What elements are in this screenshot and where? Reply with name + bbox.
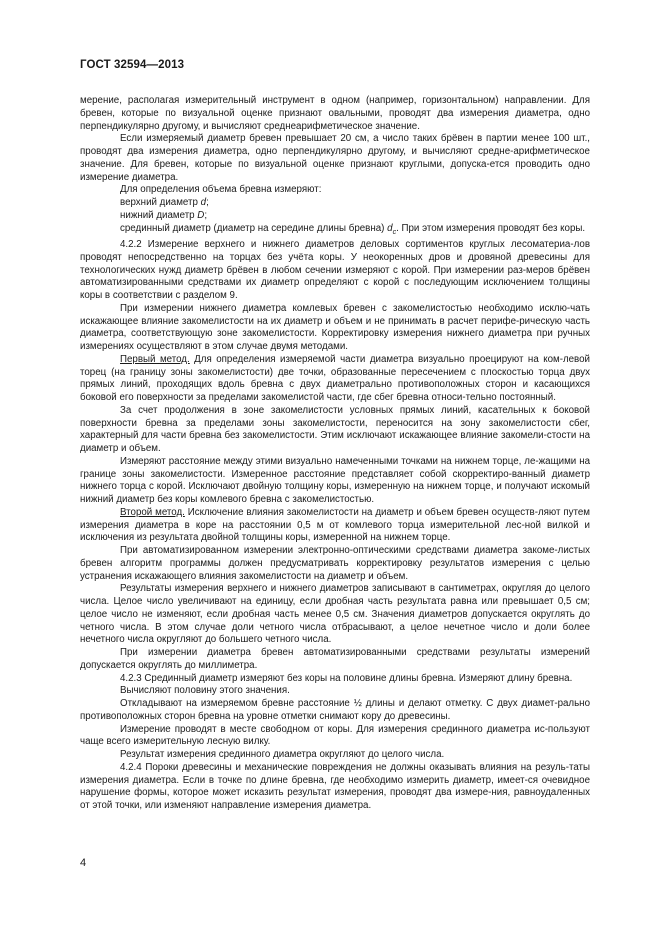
paragraph-21: 4.2.4 Пороки древесины и механические повреждения не должны оказывать влияния на резуль-таты измерения диаметра. Если в точке по длине бревна, где необходимо измерить диаметр, имеет-ся очевидное нарушение формы, которое может исказить результат измерения, проводят два измере-ния, равноудаленных от этой точки, или изменяют направление измерения диаметра. [80, 761, 590, 812]
var-D: D [197, 209, 205, 221]
paragraph-19: Измерение проводят в месте свободном от коры. Для измерения срединного диаметра ис-пользуют чаще всего измерительную лесную вилку. [80, 723, 590, 748]
method-1-label: Первый метод. [120, 353, 190, 365]
paragraph-13: При автоматизированном измерении электронно-оптическими средствами диаметра закоме-листых бревен алгоритм программы должен предусматривать корректировку результатов измерения с целью устранения искажающего влияния закомелистости на диаметр и объем. [80, 545, 590, 582]
paragraph-6: срединный диаметр (диаметр на середине длины бревна) $d_c$. При этом измерения проводят без коры. [120, 222, 586, 236]
paragraph-14: Результаты измерения верхнего и нижнего диаметров записывают в сантиметрах, округляя до целого числа. Целое число увеличивают на единицу, если дробная часть результата равна или превышает 0,5 см; целое число не изменяют, если дробная часть менее 0,5 см. Значения диаметров допускается округлять до четного числа. В этом случае доли четного числа отбрасывают, а целое нечетное число и доли более нечетного числа округляют до большего четного числа. [80, 583, 590, 646]
method-1-text: Для определения измеряемой части диаметра визуально проецируют на ком-левой торец (на границу зоны закомелистости) две точки, образованные пересечением с плоскостью торца двух прямых линий, проходящих вдоль бревна с двух диаметрально противоположных сторон и касающихся боковой его поверхности за пределами закомелистой части, где сбег бревна относи-тельно постоянный. [80, 353, 590, 404]
method-2-label: Второй метод. [120, 506, 185, 518]
paragraph-16: 4.2.3 Срединный диаметр измеряют без коры на половине длины бревна. Измеряют длину бревна. [120, 672, 573, 684]
method-2-text: Исключение влияния закомелистости на диаметр и объем бревен осуществ-ляют путем измерения диаметра в коре на расстоянии 0,5 м от комлевого торца измерительной лес-ной вилкой и исключения из результата двойной толщины коры, измеренной на нижнем торце. [80, 506, 590, 544]
paragraph-7: 4.2.2 Измерение верхнего и нижнего диаметров деловых сортиментов круглых лесоматериа-лов проводят непосредственно на торцах без учёта коры. У неокоренных дров и дровяной древесины для технологических нужд диаметр брёвен в любом сечении измеряют с корой. При измерении раз-меров брёвен автоматизированными средствами их диаметр определяют с корой с последующим исключением толщины коры в соответствии с разделом 9. [80, 239, 590, 302]
paragraph-2: Если измеряемый диаметр бревен превышает 20 см, а число таких брёвен в партии менее 100 шт., проводят два измерения диаметра, одно перпендикулярно другому, и вычисляют средне-арифметическое значение. Для бревен, которые по визуальной оценке признают круглыми, допуска-ется проводить одно измерение диаметра. [80, 133, 590, 183]
document-body [80, 95, 590, 813]
paragraph-20: Результат измерения срединного диаметра округляют до целого числа. [120, 749, 445, 761]
paragraph-15: При измерении диаметра бревен автоматизированными средствами результаты измерений допускается округлять до миллиметра. [80, 647, 590, 671]
paragraph-5: нижний диаметр D; [120, 209, 208, 221]
paragraph-8: При измерении нижнего диаметра комлевых бревен с закомелистостью необходимо исклю-чать искажающее влияние закомелистости на их диаметр и объем и не принимать в расчет перифе-рическую часть диаметра, соответствующую зоне закомелистости. Корректировку измерения нижнего диаметра при ручных измерениях осуществляют в этом случае двумя методами. [80, 302, 590, 353]
paragraph-4: верхний диаметр d; [120, 197, 209, 208]
page-number: 4 [80, 857, 87, 869]
paragraph-18: Откладывают на измеряемом бревне расстояние ½ длины и делают отметку. С двух диамет-рально противоположных сторон бревна на уровне отметки снимают кору до древесины. [80, 698, 590, 722]
paragraph-12 [80, 507, 590, 545]
mid-diameter-text: срединный диаметр (диаметр на середине длины бревна) [120, 222, 388, 234]
var-d: d [200, 197, 207, 208]
paragraph-1: мерение, располагая измерительный инструмент в одном (например, горизонтальном) направлении. Для бревен, которые по визуальной оценке признают овальными, проводят два измерения диаметра, одно перпендикулярно другому, и вычисляют среднеарифметическое значение. [80, 95, 590, 132]
lower-diameter-label: нижний диаметр [120, 209, 198, 221]
paragraph-17: Вычисляют половину этого значения. [120, 685, 290, 697]
paragraph-3: Для определения объема бревна измеряют: [120, 184, 322, 196]
var-dc: $d_c$ [387, 222, 397, 236]
standard-header: ГОСТ 32594—2013 [80, 59, 185, 71]
paragraph-11: Измеряют расстояние между этими визуально намеченными точками на нижнем торце, ле-жащими на границе зоны закомелистости. Измеренное расстояние представляет собой скорректиро-ванный диаметр нижнего торца с корой. Исключают двойную толщину коры, измеренную на нижнем торце, и получают искомый нижний диаметр без коры комлевого бревна с закомелистостью. [80, 455, 590, 506]
paragraph-9 [80, 354, 590, 405]
paragraph-10: За счет продолжения в зоне закомелистости условных прямых линий, касательных к боковой поверхности бревна за пределами зоны закомелистости, переносится на зону закомелистости сбег, характерный для части бревна без закомелистости. Этим исключают искажающее влияние закомели-стости на диаметр и объем. [80, 404, 590, 455]
upper-diameter-label: верхний диаметр [120, 197, 201, 208]
